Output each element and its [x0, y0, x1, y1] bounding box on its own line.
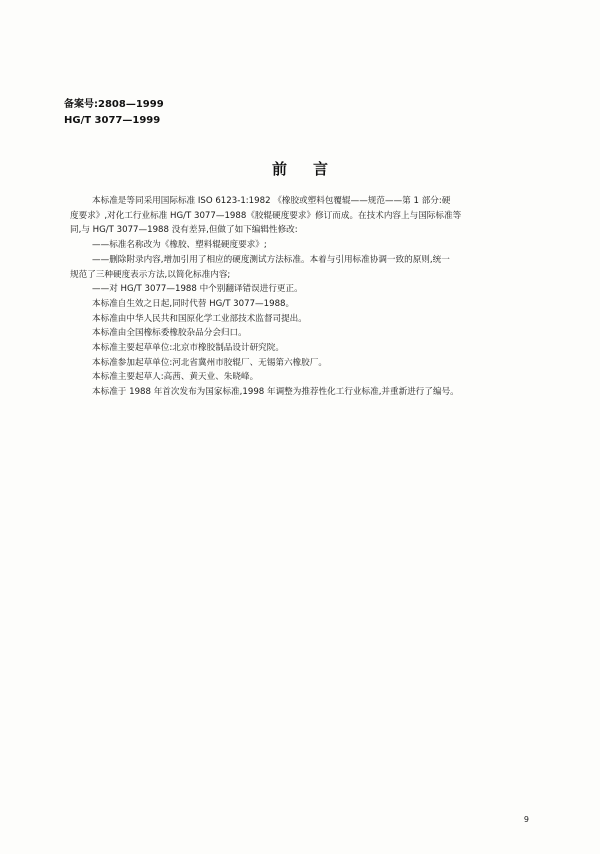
paragraph-line: 本标准主要起草单位:北京市橡胶制品设计研究院。 — [92, 343, 284, 354]
paragraph-line: 本标准由中华人民共和国原化学工业部技术监督司提出。 — [92, 313, 307, 324]
paragraph-line: ——对 HG/T 3077—1988 中个别翻译错误进行更正。 — [92, 284, 303, 295]
paragraph-line: 同,与 HG/T 3077—1988 没有差异,但做了如下编辑性修改: — [70, 225, 298, 236]
page-number: 9 — [523, 815, 529, 824]
paragraph-line: ——删除附录内容,增加引用了相应的硬度测试方法标准。本着与引用标准协调一致的原则,统一 — [92, 254, 450, 265]
paragraph-line: 本标准参加起草单位:河北省冀州市胶辊厂、无锡第六橡胶厂。 — [92, 357, 327, 368]
paragraph-line: ——标准名称改为《橡胶、塑料辊硬度要求》; — [92, 240, 267, 251]
standard-code: HG/T 3077—1999 — [64, 115, 161, 126]
record-number: 备案号:2808—1999 — [64, 99, 164, 110]
paragraph-line: 规范了三种硬度表示方法,以简化标准内容; — [70, 269, 231, 280]
paragraph-line: 度要求》,对化工行业标准 HG/T 3077—1988《胶辊硬度要求》修订而成。在技术内容上与国际标准等 — [70, 210, 462, 221]
paragraph-line: 本标准是等同采用国际标准 ISO 6123-1:1982 《橡胶或塑料包覆辊——规范——第 1 部分:硬 — [92, 196, 451, 206]
page-title: 前言 — [271, 160, 354, 178]
foreword-body — [70, 194, 552, 400]
document-header — [64, 97, 164, 129]
paragraph-line: 本标准由全国橡标委橡胶杂品分会归口。 — [92, 328, 247, 339]
paragraph-line: 本标准自生效之日起,同时代替 HG/T 3077—1988。 — [92, 298, 295, 309]
paragraph-line: 本标准主要起草人:高茜、黄天业、朱晓峰。 — [92, 372, 259, 383]
paragraph-line: 本标准于 1988 年首次发布为国家标准,1998 年调整为推荐性化工行业标准,并重新进行了编号。 — [92, 387, 459, 398]
